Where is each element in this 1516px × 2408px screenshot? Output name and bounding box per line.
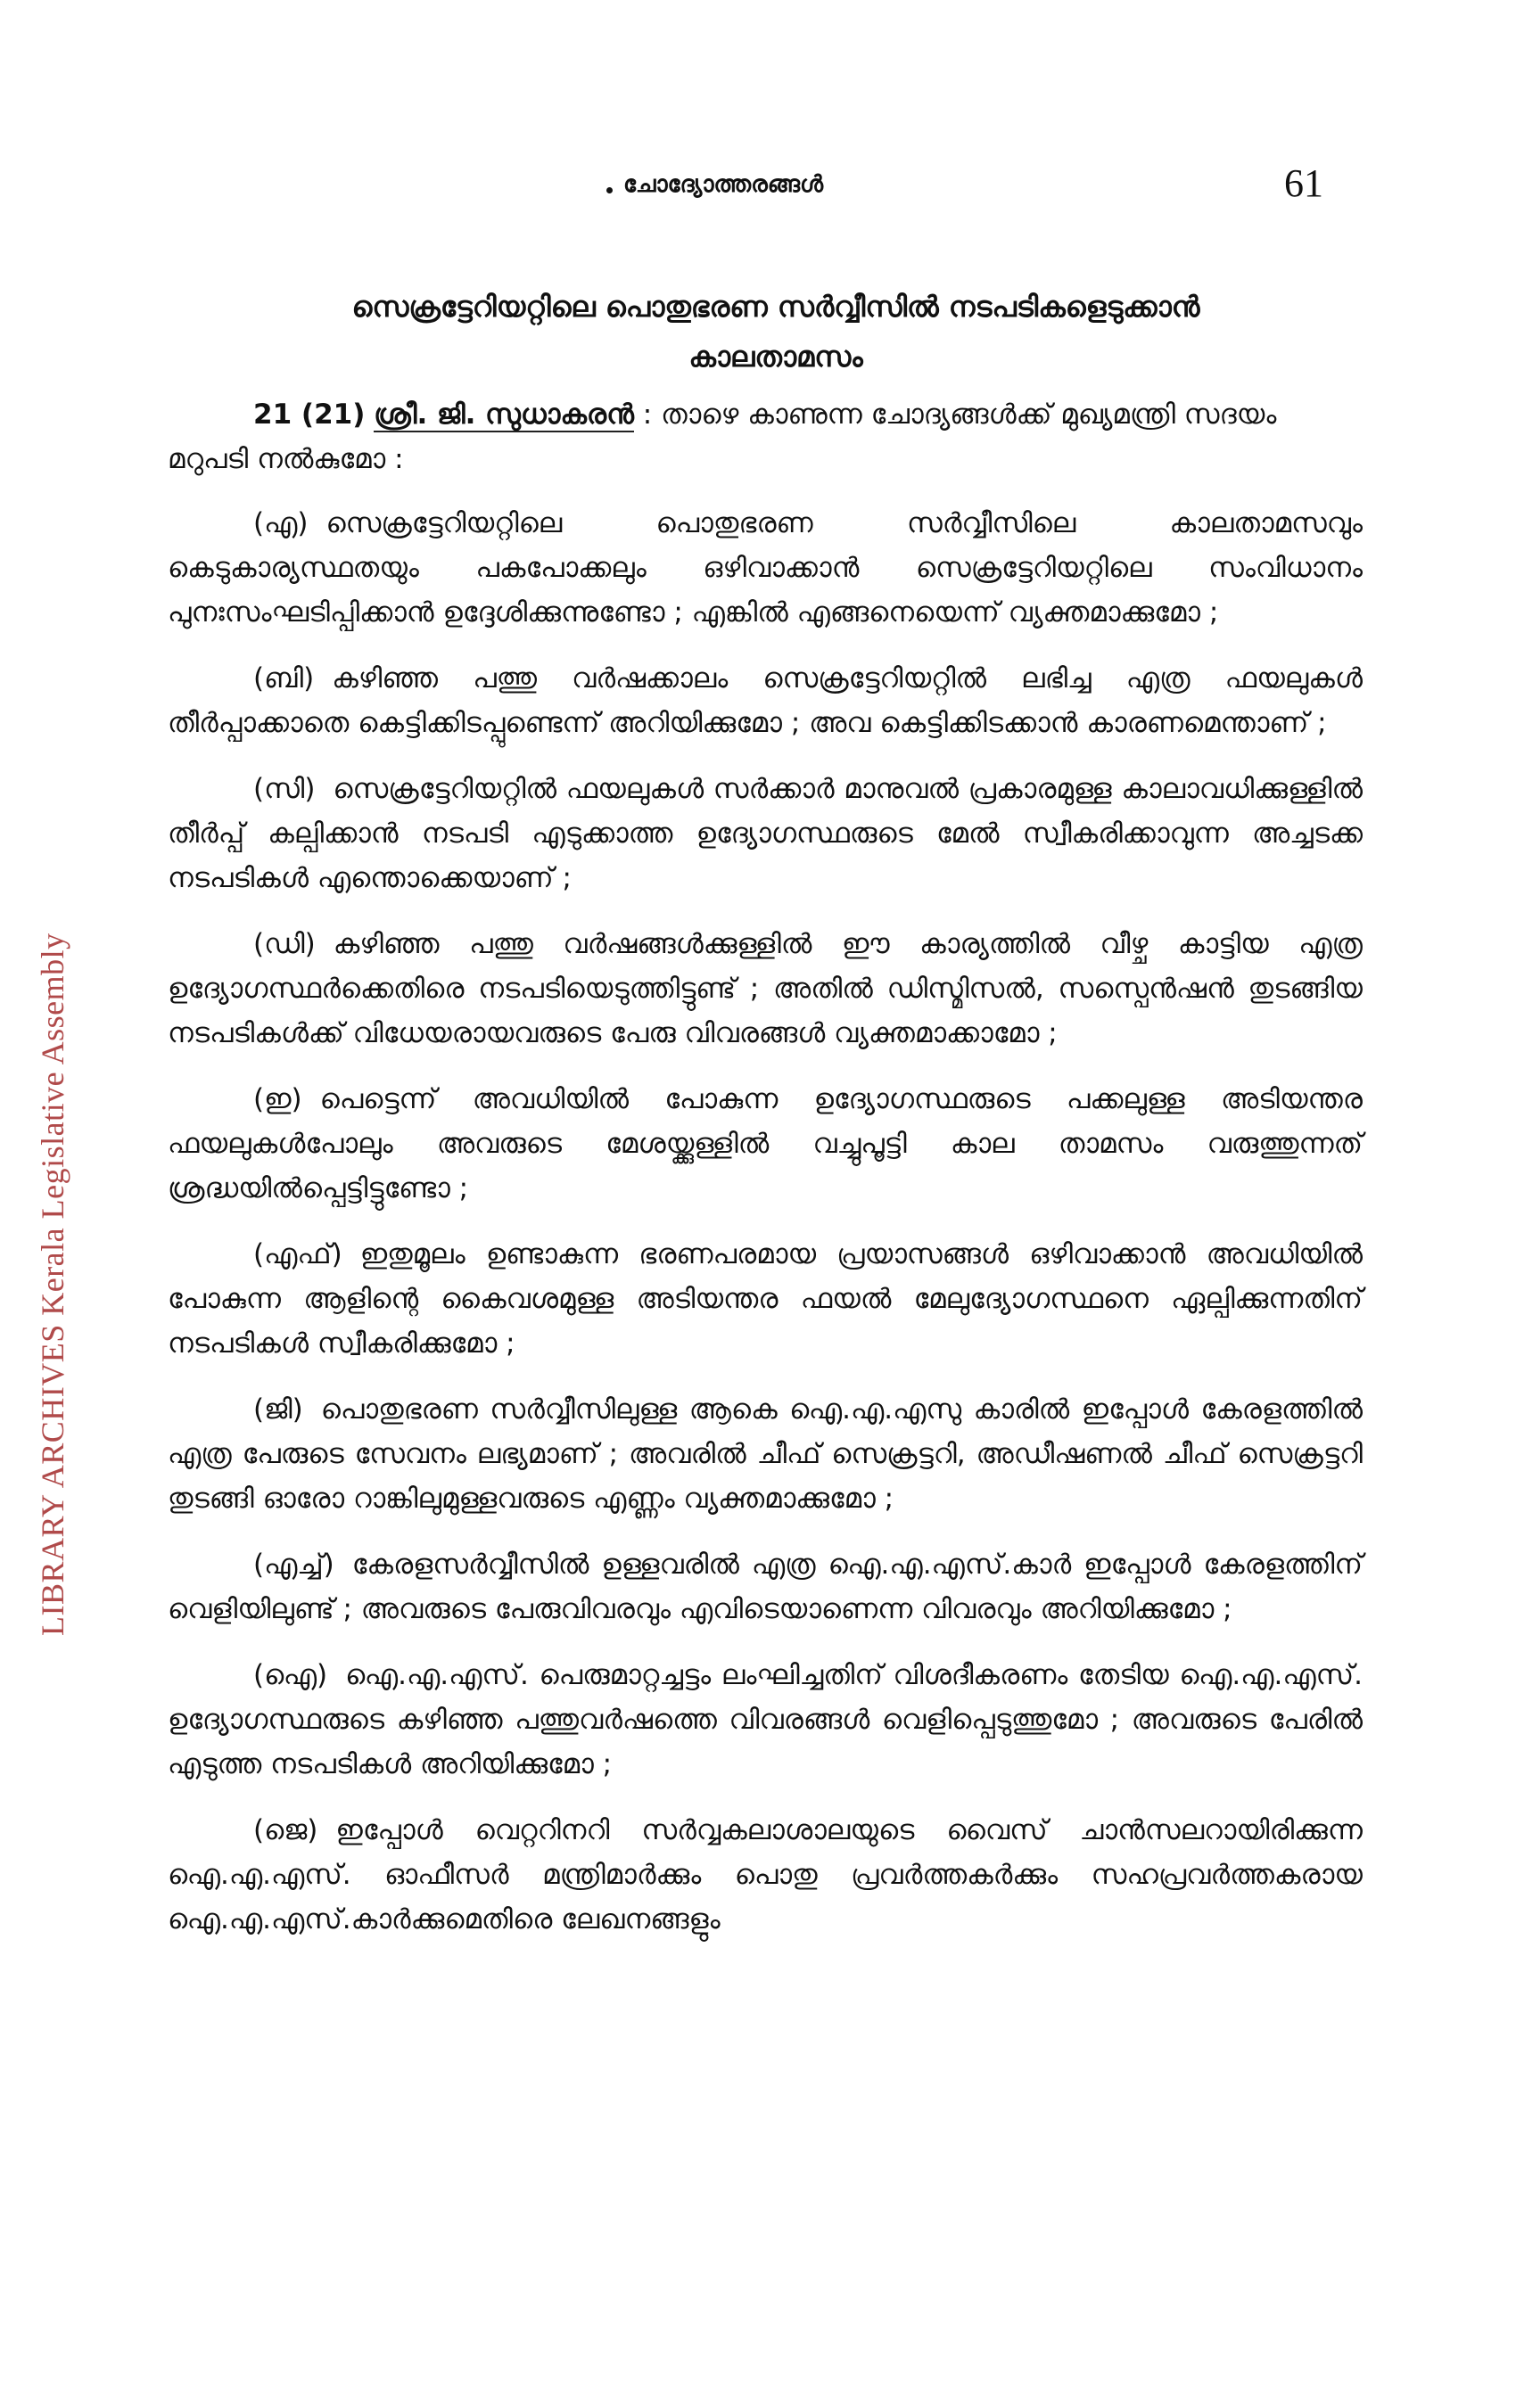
item-text: കേരളസർവ്വീസിൽ ഉള്ളവരിൽ എത്ര ഐ.എ.എസ്.കാർ ഇപ്പോൾ കേരളത്തിന് വെളിയിലുണ്ട് ; അവരുടെ പേരുവിവരവും എവിടെയാണെന്ന വിവരവും അറിയിക്കുമോ ; — [168, 1549, 1363, 1625]
question-number: 21 (21) — [253, 399, 366, 431]
running-head — [606, 171, 823, 199]
question-item — [168, 1387, 1363, 1521]
running-head-text: ചോദ്യോത്തരങ്ങൾ — [623, 171, 824, 198]
item-label: (ഡി) — [253, 928, 316, 960]
item-text: സെക്രട്ടേറിയറ്റിലെ പൊതുഭരണ സർവ്വീസിലെ കാലതാമസവും കെടുകാര്യസ്ഥതയും പകപോക്കലും ഒഴിവാക്കാൻ സെക്രട്ടേറിയറ്റിലെ സംവിധാനം പുനഃസംഘടിപ്പിക്കാൻ ഉദ്ദേശിക്കുന്നുണ്ടോ ; എങ്കിൽ എങ്ങനെയെന്ന് വ്യക്തമാക്കുമോ ; — [168, 507, 1363, 629]
question-item — [168, 1542, 1363, 1631]
item-text: ഇപ്പോൾ വെറ്ററിനറി സർവ്വകലാശാലയുടെ വൈസ് ചാൻസലറായിരിക്കുന്ന ഐ.എ.എസ്. ഓഫീസർ മന്ത്രിമാർക്കും പൊതു പ്രവർത്തകർക്കും സഹപ്രവർത്തകരായ ഐ.എ.എസ്.കാർക്കുമെതിരെ ലേഖനങ്ങളും — [168, 1814, 1363, 1935]
question-item — [168, 1232, 1363, 1366]
item-text: ഇതുമൂലം ഉണ്ടാകുന്ന ഭരണപരമായ പ്രയാസങ്ങൾ ഒഴിവാക്കാൻ അവധിയിൽ പോകുന്ന ആളിന്റെ കൈവശമുള്ള അടിയന്തര ഫയൽ മേലുദ്യോഗസ്ഥനെ ഏല്പിക്കുന്നതിന് നടപടികൾ സ്വീകരിക്കുമോ ; — [168, 1238, 1363, 1360]
item-label: (ജെ) — [253, 1814, 318, 1846]
title-line-2: കാലതാമസം — [688, 340, 863, 374]
item-label: (എഫ്) — [253, 1238, 342, 1270]
question-intro — [168, 392, 1363, 481]
item-text: സെക്രട്ടേറിയറ്റിൽ ഫയലുകൾ സർക്കാർ മാനുവൽ പ്രകാരമുള്ള കാലാവധിക്കുള്ളിൽ തീർപ്പ് കല്പിക്കാൻ നടപടി എടുക്കാത്ത ഉദ്യോഗസ്ഥരുടെ മേൽ സ്വീകരിക്കാവുന്ന അച്ചടക്ക നടപടികൾ എന്തൊക്കെയാണ് ; — [168, 773, 1363, 894]
question-item — [168, 656, 1363, 745]
question-item — [168, 501, 1363, 635]
title-line-1: സെക്രട്ടേറിയറ്റിലെ പൊതുഭരണ സർവ്വീസിൽ നടപടികളെടുക്കാൻ — [351, 290, 1200, 324]
watermark-text: LIBRARY ARCHIVES Kerala Legislative Assembly — [35, 933, 70, 1636]
item-text: പൊതുഭരണ സർവ്വീസിലുള്ള ആകെ ഐ.എ.എസു കാരിൽ ഇപ്പോൾ കേരളത്തിൽ എത്ര പേരുടെ സേവനം ലഭ്യമാണ് ; അവരിൽ ചീഫ് സെക്രട്ടറി, അഡീഷണൽ ചീഫ് സെക്രട്ടറി തുടങ്ങി ഓരോ റാങ്കിലുമുള്ളവരുടെ എണ്ണം വ്യക്തമാക്കുമോ ; — [168, 1393, 1363, 1515]
page-number: 61 — [1284, 161, 1323, 205]
item-label: (എ) — [253, 507, 309, 539]
item-text: പെട്ടെന്ന് അവധിയിൽ പോകുന്ന ഉദ്യോഗസ്ഥരുടെ പക്കലുള്ള അടിയന്തര ഫയലുകൾപോലും അവരുടെ മേശയ്ക്കുള്ളിൽ വച്ചുപൂട്ടി കാല താമസം വരുത്തുന്നത് ശ്രദ്ധയിൽപ്പെട്ടിട്ടുണ്ടോ ; — [168, 1083, 1363, 1204]
question-item — [168, 1808, 1363, 1942]
item-label: (ഐ) — [253, 1659, 328, 1691]
question-intro-text: : താഴെ കാണുന്ന ചോദ്യങ്ങൾക്ക് മുഖ്യമന്ത്രി സദയം മറുപടി നൽകുമോ : — [168, 399, 1277, 475]
item-label: (എച്ച്) — [253, 1549, 334, 1581]
bullet-dot-icon — [606, 187, 613, 193]
item-label: (സി) — [253, 773, 316, 805]
question-body — [168, 392, 1363, 1963]
member-name: ശ്രീ. ജി. സുധാകരൻ — [374, 399, 634, 431]
item-text: കഴിഞ്ഞ പത്തു വർഷക്കാലം സെക്രട്ടേറിയറ്റിൽ ലഭിച്ച എത്ര ഫയലുകൾ തീർപ്പാക്കാതെ കെട്ടിക്കിടപ്പുണ്ടെന്ന് അറിയിക്കുമോ ; അവ കെട്ടിക്കിടക്കാൻ കാരണമെന്താണ് ; — [168, 662, 1363, 739]
item-label: (ഇ) — [253, 1083, 302, 1115]
archive-watermark — [34, 31, 87, 1636]
question-item — [168, 1077, 1363, 1211]
question-item — [168, 1653, 1363, 1787]
page-title — [169, 282, 1382, 382]
item-text: ഐ.എ.എസ്. പെരുമാറ്റച്ചട്ടം ലംഘിച്ചതിന് വിശദീകരണം തേടിയ ഐ.എ.എസ്. ഉദ്യോഗസ്ഥരുടെ കഴിഞ്ഞ പത്തുവർഷത്തെ വിവരങ്ങൾ വെളിപ്പെടുത്തുമോ ; അവരുടെ പേരിൽ എടുത്ത നടപടികൾ അറിയിക്കുമോ ; — [168, 1659, 1363, 1780]
question-item — [168, 767, 1363, 900]
item-label: (ബി) — [253, 662, 315, 694]
item-label: (ജി) — [253, 1393, 303, 1426]
question-item — [168, 922, 1363, 1056]
item-text: കഴിഞ്ഞ പത്തു വർഷങ്ങൾക്കുള്ളിൽ ഈ കാര്യത്തിൽ വീഴ്ച കാട്ടിയ എത്ര ഉദ്യോഗസ്ഥർക്കെതിരെ നടപടിയെടുത്തിട്ടുണ്ട് ; അതിൽ ഡിസ്മിസൽ, സസ്പെൻഷൻ തുടങ്ങിയ നടപടികൾക്ക് വിധേയരായവരുടെ പേരു വിവരങ്ങൾ വ്യക്തമാക്കാമോ ; — [168, 928, 1363, 1049]
